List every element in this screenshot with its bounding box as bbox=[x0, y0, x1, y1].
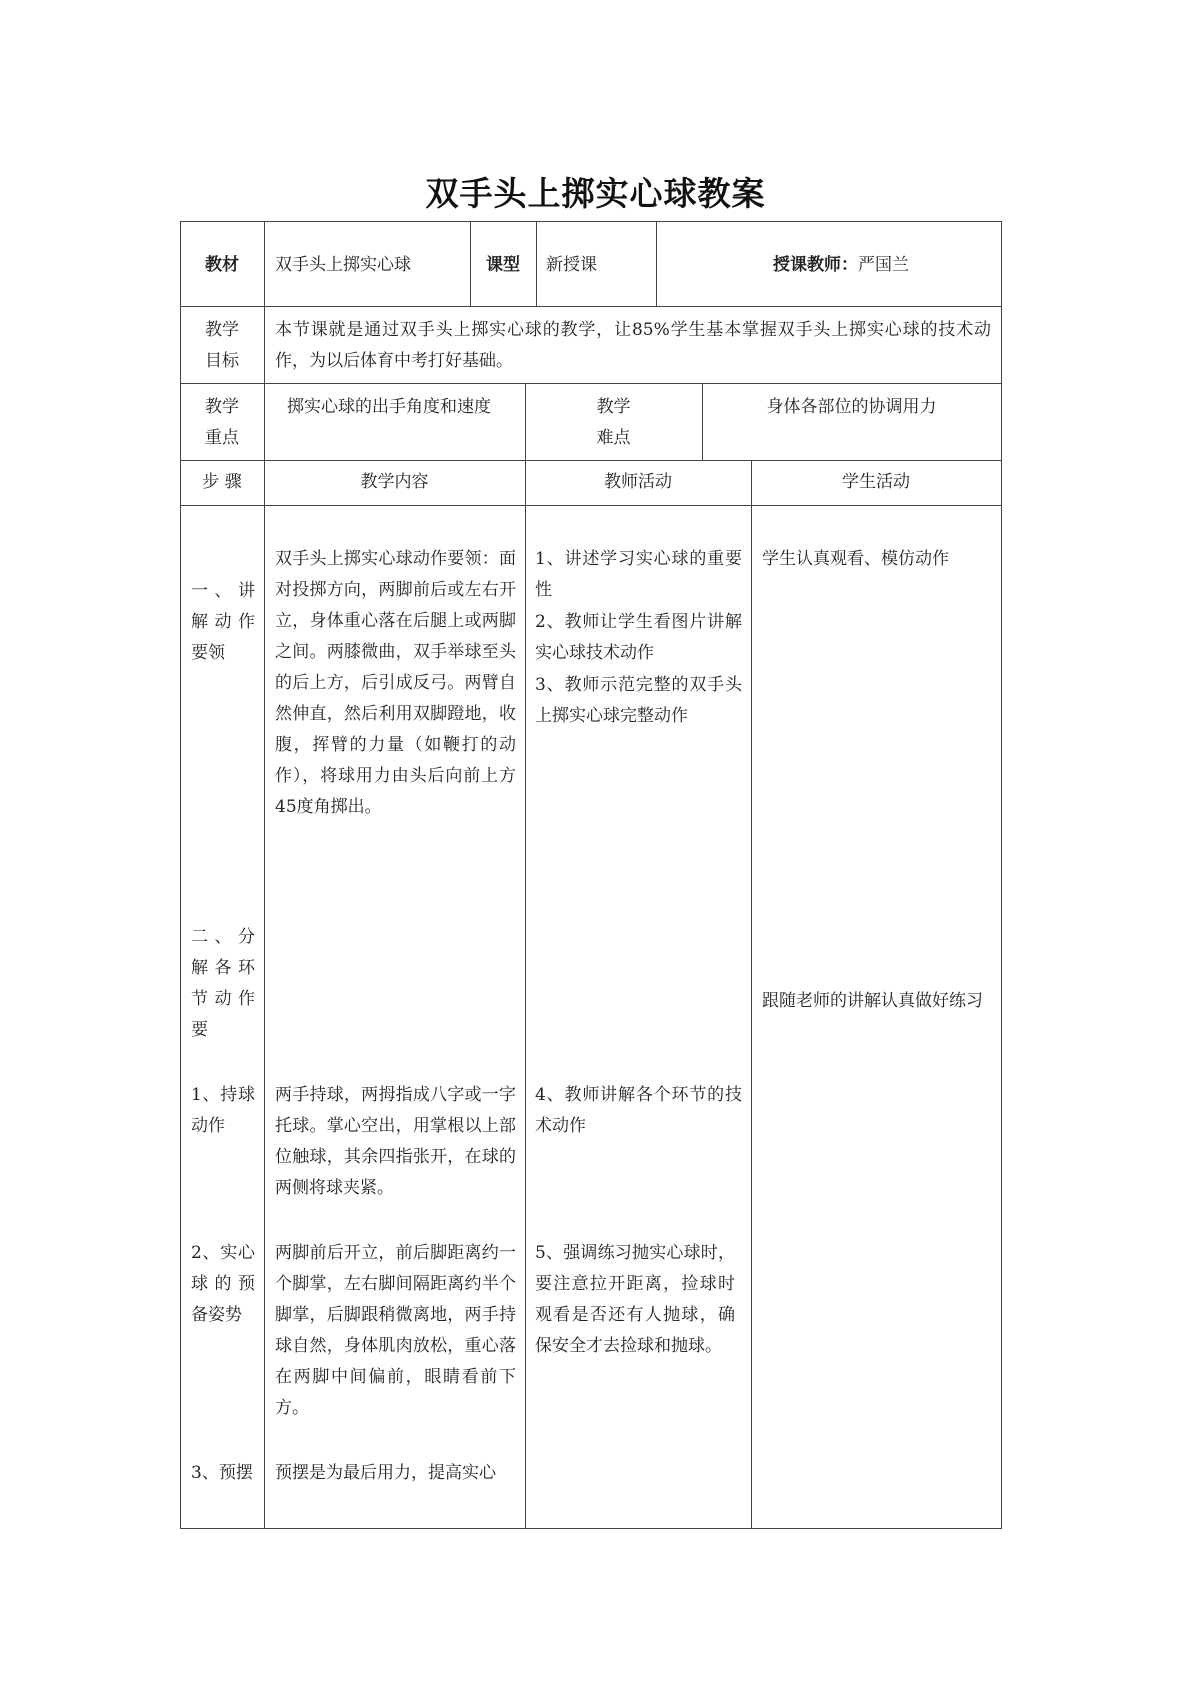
material-value: 双手头上掷实心球 bbox=[275, 255, 411, 275]
content-ready-stance: 两脚前后开立，前后脚距离约一个脚掌，左右脚间隔距离约半个脚掌，后脚跟稍微离地，两手持球自然，身体肌肉放松，重心落在两脚中间偏前，眼睛看前下方。 bbox=[275, 1243, 516, 1418]
step-preswing: 3、预摆 bbox=[191, 1463, 253, 1483]
lesson-type-label: 课型 bbox=[486, 255, 520, 275]
table-line bbox=[264, 221, 265, 1529]
key-text: 掷实心球的出手角度和速度 bbox=[287, 397, 491, 417]
difficulty-label bbox=[525, 392, 702, 454]
table-line bbox=[180, 460, 1002, 461]
column-header-content: 教学内容 bbox=[360, 472, 429, 492]
content-hold-ball: 两手持球，两拇指成八字或一字托球。掌心空出，用掌根以上部位触球，其余四指张开，在球的两侧将球夹紧。 bbox=[275, 1085, 516, 1198]
document-title: 双手头上掷实心球教案 bbox=[425, 174, 766, 213]
table-line bbox=[536, 221, 537, 306]
step-hold-ball: 1、持球动作 bbox=[191, 1085, 255, 1136]
teacher-activity-2: 2、教师让学生看图片讲解实心球技术动作 bbox=[535, 612, 742, 663]
table-line bbox=[180, 505, 1002, 506]
goal-label-line2: 目标 bbox=[205, 351, 239, 371]
table-line bbox=[1001, 221, 1002, 1529]
difficulty-label-line1: 教学 bbox=[596, 397, 631, 417]
table-line bbox=[751, 460, 752, 1529]
material-label: 教材 bbox=[205, 255, 239, 275]
goal-label bbox=[180, 315, 264, 377]
lesson-type-value: 新授课 bbox=[546, 255, 597, 275]
goal-text: 本节课就是通过双手头上掷实心球的教学，让85%学生基本掌握双手头上掷实心球的技术动作，为以后体育中考打好基础。 bbox=[275, 320, 991, 371]
difficulty-text: 身体各部位的协调用力 bbox=[766, 397, 937, 417]
content-technique: 双手头上掷实心球动作要领：面对投掷方向，两脚前后或左右开立，身体重心落在后腿上或两脚之间。两膝微曲，双手举球至头的后上方，后引成反弓。两臂自然伸直，然后利用双脚蹬地，收腹，挥臂的力量（如鞭打的动作），将球用力由头后向前上方45度角掷出。 bbox=[275, 549, 516, 817]
table-line bbox=[180, 306, 1002, 307]
teacher-activity-3: 3、教师示范完整的双手头上掷实心球完整动作 bbox=[535, 675, 742, 726]
column-header-step: 步 骤 bbox=[202, 472, 242, 492]
table-line bbox=[180, 1528, 1002, 1529]
teacher-activity-5: 5、强调练习抛实心球时，要注意拉开距离，捡球时观看是否还有人抛球，确保安全才去捡球和抛球。 bbox=[535, 1243, 735, 1356]
column-header-student: 学生活动 bbox=[842, 472, 910, 492]
column-header-teacher: 教师活动 bbox=[604, 472, 672, 492]
table-line bbox=[180, 383, 1002, 384]
table-line bbox=[180, 221, 1002, 222]
table-line bbox=[656, 221, 657, 306]
step-ready-stance: 2、实心球的预备姿势 bbox=[191, 1243, 255, 1325]
goal-label-line1: 教学 bbox=[205, 320, 239, 340]
table-line bbox=[525, 383, 526, 1529]
teacher-activity-1: 1、讲述学习实心球的重要性 bbox=[535, 549, 742, 600]
teacher-info bbox=[773, 250, 909, 281]
content-preswing: 预摆是为最后用力，提高实心 bbox=[275, 1463, 496, 1483]
teacher-activity-4: 4、教师讲解各个环节的技术动作 bbox=[535, 1085, 742, 1136]
teacher-name: 严国兰 bbox=[858, 255, 909, 275]
key-label-line1: 教学 bbox=[205, 397, 239, 417]
key-label-line2: 重点 bbox=[205, 428, 239, 448]
student-activity-1: 学生认真观看、模仿动作 bbox=[762, 549, 949, 569]
step-explain: 一、讲解动作要领 bbox=[191, 581, 255, 663]
key-label bbox=[180, 392, 264, 454]
difficulty-label-line2: 难点 bbox=[596, 428, 631, 448]
teacher-label: 授课教师： bbox=[773, 255, 858, 275]
student-activity-2: 跟随老师的讲解认真做好练习 bbox=[762, 991, 983, 1011]
step-decompose: 二、分解各环节动作要 bbox=[191, 927, 255, 1040]
